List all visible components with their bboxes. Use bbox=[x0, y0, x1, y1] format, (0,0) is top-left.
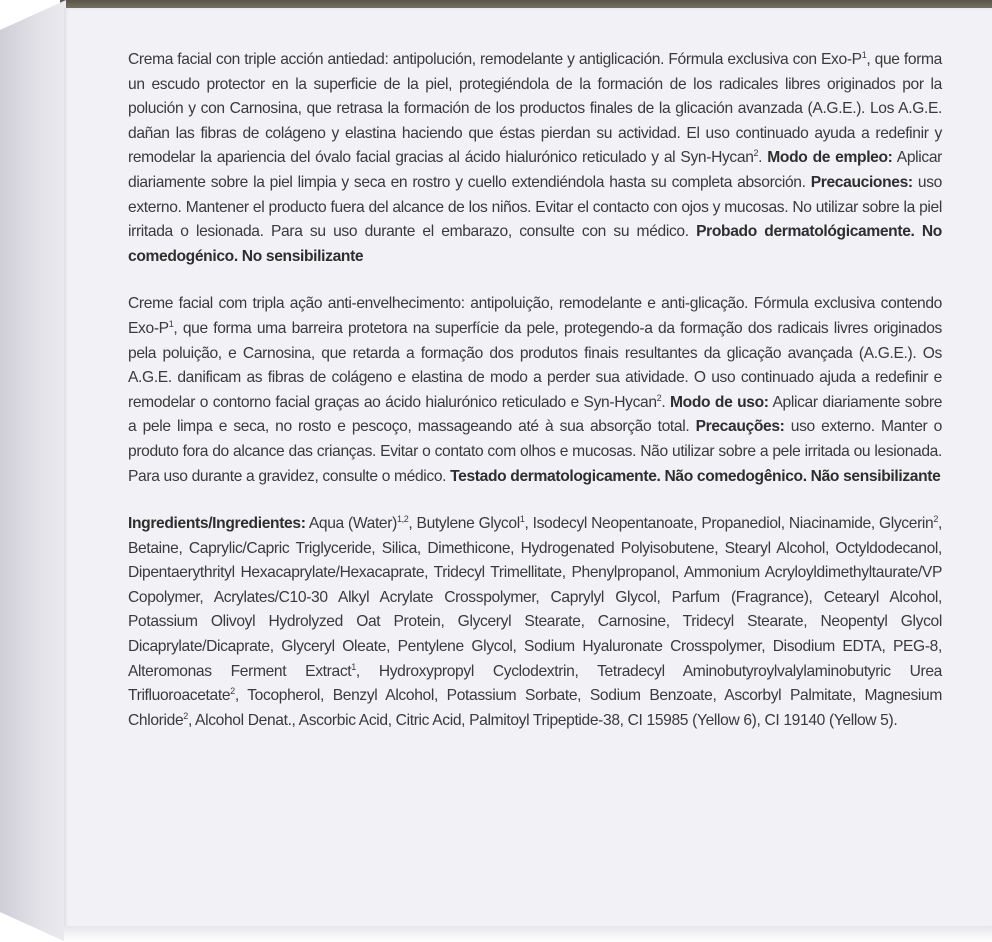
precautions-heading-es: Precauciones: bbox=[810, 173, 913, 191]
description-pt: Creme facial com tripla ação anti-envelhecimento: antipoluição, remodelante e anti-glicação. Fórmula exclusiva contendo Exo-$P^1$, que forma uma barreira protetora na superfície da pele, protegendo-a da formação dos radicais livres originados pela poluição, e Carnosina, que retarda a formação dos produtos finais resultantes da glicação avançada (A.G.E.). Os A.G.E. danificam as fibras de colágeno e elastina de modo a perder sua atividade. O uso continuado ajuda a redefinir e remodelar o contorno facial graças ao ácido hialurónico reticulado e Syn-Hycan$^2$. Modo de uso: Aplicar diariamente sobre a pele limpa e seca, no rosto e pescoço, massageando até à sua absorção total. Precauções: uso externo. Manter o produto fora do alcance das crianças. Evitar o contato com olhos e mucosas. Não utilizar sobre a pele irritada ou lesionada. Para uso durante a gravidez, consulte o médico. Testado dermatologicamente. Não comedogênico. Não sensibilizante bbox=[128, 295, 943, 485]
precautions-heading-pt: Precauções: bbox=[695, 418, 785, 436]
box-bottom-edge bbox=[64, 926, 992, 942]
ingredients-list: Ingredients/Ingredientes: Aqua (Water)$^{1,2}$, Butylene Glycol$^1$, Isodecyl Neopentanoate, Propanediol, Niacinamide, Glycerin$^2$, Betaine, Caprylic/Capric Triglyceride, Silica, Dimethicone, Hydrogenated Polyisobutene, Stearyl Alcohol, Octyldodecanol, Dipentaerythrityl Hexacaprylate/Hexacaprate, Tridecyl Trimellitate, Phenylpropanol, Ammonium Acryloyldimethyltaurate/VP Copolymer, Acrylates/C10-30 Alkyl Acrylate Crosspolymer, Caprylyl Glycol, Parfum (Fragrance), Cetearyl Alcohol, Potassium Olivoyl Hydrolyzed Oat Protein, Glyceryl Stearate, Carnosine, Tridecyl Stearate, Neopentyl Glycol Dicaprylate/Dicaprate, Glyceryl Oleate, Pentylene Glycol, Sodium Hyaluronate Crosspolymer, Disodium EDTA, PEG-8, Alteromonas Ferment Extract$^1$, Hydroxypropyl Cyclodextrin, Tetradecyl Aminobutyroylvalylaminobutyric Urea Trifluoroacetate$^2$, Tocopherol, Benzyl Alcohol, Potassium Sorbate, Sodium Benzoate, Ascorbyl Palmitate, Magnesium Chloride$^2$, Alcohol Denat., Ascorbic Acid, Citric Acid, Palmitoyl Tripeptide-38, CI 15985 (Yellow 6), CI 19140 (Yellow 5). bbox=[128, 514, 942, 729]
description-es: Crema facial con triple acción antiedad: antipolución, remodelante y antiglicación. Fórmula exclusiva con Exo-$P^1$, que forma un escudo protector en la superficie de la piel, protegiéndola de la formación de los radicales libres originados por la polución y con Carnosina, que retrasa la formación de los productos finales de la glicación avanzada (A.G.E.). Los A.G.E. dañan las fibras de colágeno y elastina haciendo que éstas pierdan su actividad. El uso continuado ayuda a redefinir y remodelar la apariencia del óvalo facial gracias al ácido hialurónico reticulado y al Syn-Hycan$^2$. Modo de empleo: Aplicar diariamente sobre la piel limpia y seca en rostro y cuello extendiéndola hasta su completa absorción. Precauciones: uso externo. Mantener el producto fuera del alcance de los niños. Evitar el contacto con ojos y mucosas. No utilizar sobre la piel irritada o lesionada. Para su uso durante el embarazo, consulte con su médico. Probado dermatológicamente. No comedogénico. No sensibilizante bbox=[128, 50, 942, 265]
ingredients-heading: Ingredients/Ingredientes: bbox=[128, 515, 306, 533]
usage-heading-pt: Modo de uso: bbox=[670, 393, 769, 411]
label-text bbox=[128, 48, 942, 733]
usage-heading-es: Modo de empleo: bbox=[767, 149, 893, 167]
claims-es: Probado dermatológicamente. No comedogénico. No sensibilizante bbox=[128, 223, 942, 265]
claims-pt: Testado dermatologicamente. Não comedogênico. Não sensibilizante bbox=[450, 467, 941, 485]
box-left-side bbox=[0, 0, 66, 942]
